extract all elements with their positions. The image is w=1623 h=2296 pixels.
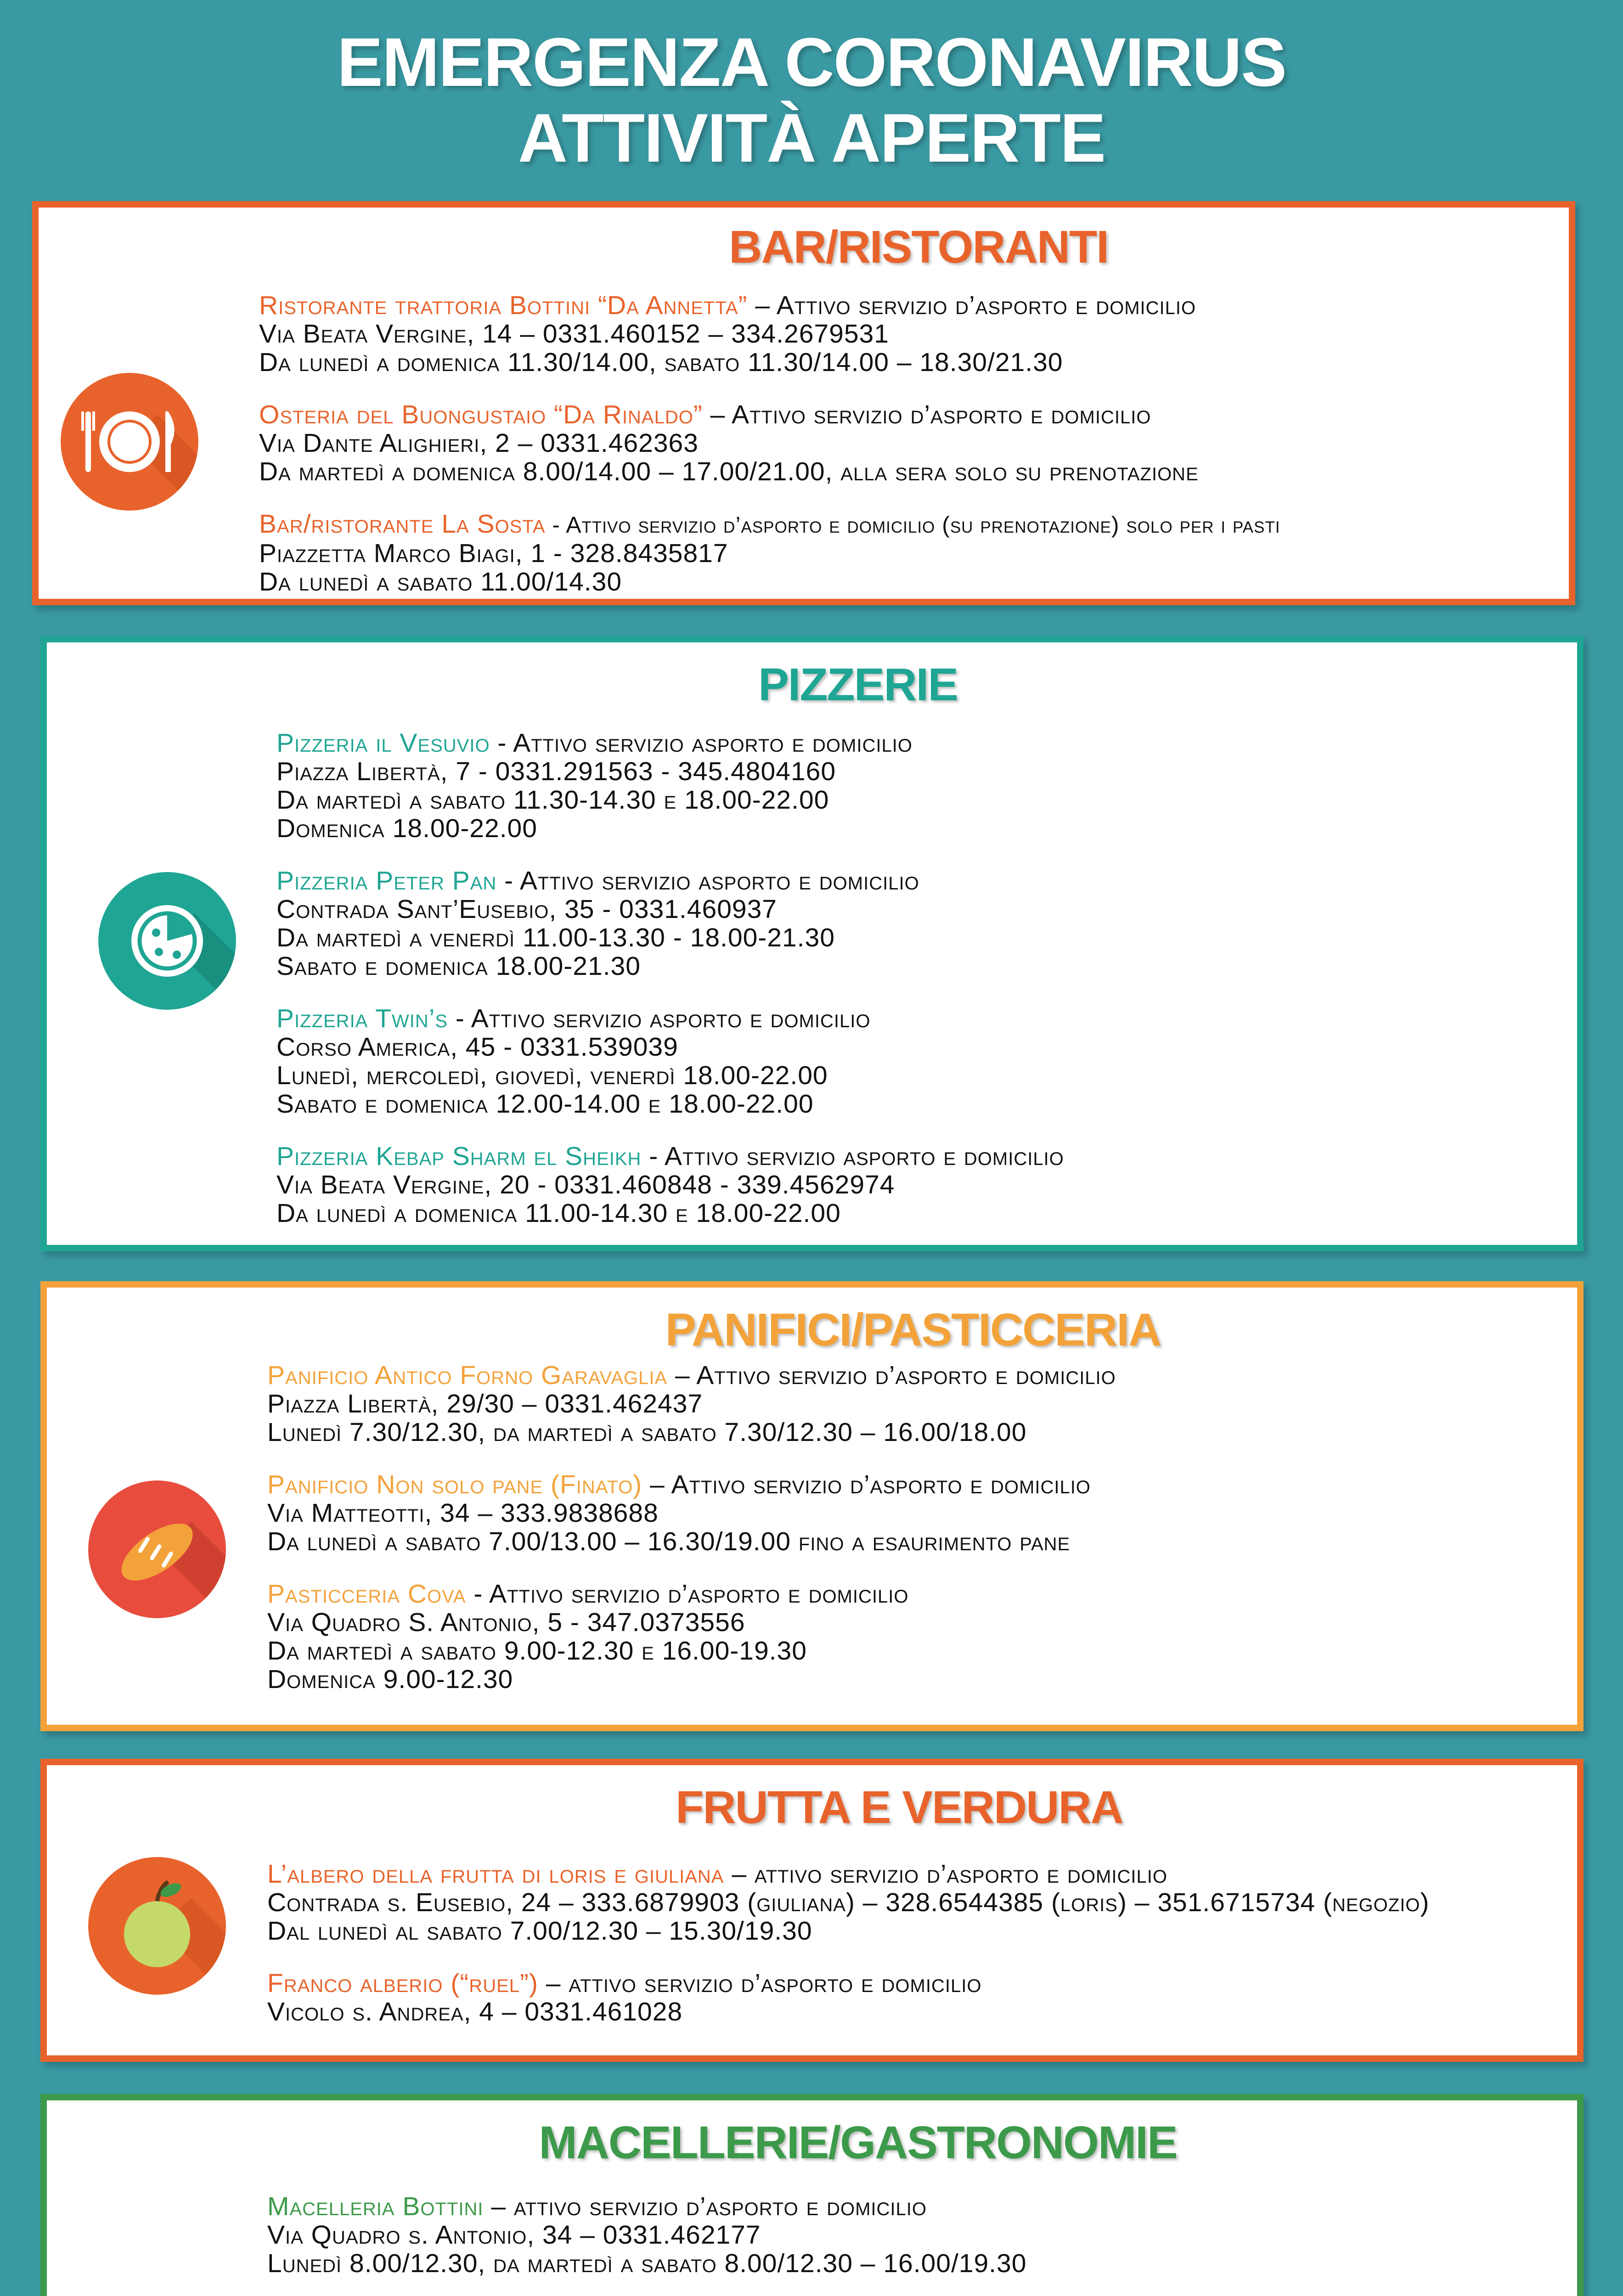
business-name: Bar/ristorante La Sosta	[259, 509, 546, 539]
business-address: Corso America, 45 - 0331.539039	[276, 1032, 678, 1062]
business-service: – Attivo servizio d’asporto e domicilio	[747, 291, 1196, 320]
business-name: Panificio Antico Forno Garavaglia	[267, 1361, 668, 1390]
business-name: Ristorante trattoria Bottini “Da Annetta”	[259, 291, 748, 320]
business-hours: Da lunedì a domenica 11.30/14.00, sabato 11.30/14.00 – 18.30/21.30	[259, 348, 1063, 377]
business-hours: Sabato e domenica 18.00-21.30	[276, 951, 641, 981]
section-pizzerie	[40, 636, 1584, 1251]
list-item	[267, 1470, 1116, 1556]
section-title: MACELLERIE/GASTRONOMIE	[539, 2117, 1177, 2168]
business-service: - Attivo servizio asporto e domicilio	[490, 728, 913, 758]
list-item	[259, 510, 1280, 596]
business-name: Pizzeria Peter Pan	[276, 866, 497, 895]
list-item	[267, 1580, 1116, 1694]
business-service: - Attivo servizio d’asporto e domicilio (su prenotazione) solo per i pasti	[545, 512, 1280, 538]
business-address: Via Dante Alighieri, 2 – 0331.462363	[259, 428, 699, 458]
business-service: - Attivo servizio d’asporto e domicilio	[466, 1579, 909, 1609]
apple-icon	[88, 1857, 226, 1995]
main-title-line1: EMERGENZA CORONAVIRUS	[337, 23, 1286, 101]
business-service: - Attivo servizio asporto e domicilio	[448, 1004, 871, 1033]
list-item	[276, 1004, 1064, 1118]
list-item	[267, 1361, 1116, 1446]
section-title: FRUTTA E VERDURA	[676, 1782, 1123, 1833]
section-entries	[276, 729, 1064, 1227]
business-hours: Da lunedì a domenica 11.00-14.30 e 18.00-22.00	[276, 1199, 841, 1228]
business-name: Pizzeria Kebap Sharm el Sheikh	[276, 1142, 642, 1171]
business-name: Macelleria Bottini	[267, 2192, 484, 2221]
section-title: PIZZERIE	[758, 659, 958, 710]
list-item	[259, 400, 1280, 486]
business-address: Piazza Libertà, 29/30 – 0331.462437	[267, 1389, 703, 1418]
business-service: – Attivo servizio d’asporto e domicilio	[667, 1361, 1116, 1390]
business-hours: Dal lunedì al sabato 7.00/12.30 – 15.30/19.30	[267, 1916, 812, 1946]
business-service: – attivo servizio d’asporto e domicilio	[483, 2192, 927, 2221]
business-name: Pizzeria il Vesuvio	[276, 728, 490, 758]
section-title: PANIFICI/PASTICCERIA	[665, 1304, 1161, 1356]
business-hours: Lunedì 8.00/12.30, da martedì a sabato 8.00/12.30 – 16.00/19.30	[267, 2249, 1027, 2278]
business-hours: Domenica 9.00-12.30	[267, 1665, 513, 1694]
business-address: Vicolo s. Andrea, 4 – 0331.461028	[267, 1997, 683, 2026]
list-item	[259, 291, 1280, 377]
business-service: – Attivo servizio d’asporto e domicilio	[702, 400, 1151, 429]
pizza-icon	[98, 872, 236, 1010]
section-frutta-verdura	[40, 1759, 1584, 2062]
main-title-line2: ATTIVITÀ APERTE	[518, 99, 1105, 176]
list-item	[276, 867, 1064, 980]
business-service: – attivo servizio d’asporto e domicilio	[724, 1859, 1167, 1889]
list-item	[267, 1860, 1429, 1945]
bread-icon	[88, 1480, 226, 1618]
section-bar-ristoranti	[32, 201, 1575, 605]
business-service: - Attivo servizio asporto e domicilio	[641, 1142, 1064, 1171]
business-address: Via Quadro S. Antonio, 5 - 347.0373556	[267, 1608, 745, 1637]
business-hours: Da martedì a sabato 9.00-12.30 e 16.00-19.30	[267, 1636, 807, 1666]
section-entries	[267, 1860, 1429, 2026]
business-name: Pasticceria Cova	[267, 1579, 466, 1609]
list-item	[276, 1142, 1064, 1227]
business-address: Contrada s. Eusebio, 24 – 333.6879903 (giuliana) – 328.6544385 (loris) – 351.6715734 (negozio)	[267, 1888, 1430, 1917]
business-hours: Da lunedì a sabato 7.00/13.00 – 16.30/19.00 fino a esaurimento pane	[267, 1527, 1071, 1556]
business-name: Pizzeria Twin’s	[276, 1004, 448, 1033]
business-hours: Lunedì, mercoledì, giovedì, venerdì 18.00-22.00	[276, 1061, 828, 1090]
section-panifici-pasticceria	[40, 1281, 1584, 1731]
business-name: L’albero della frutta di loris e giuliana	[267, 1859, 724, 1889]
section-macellerie-gastronomie	[40, 2094, 1584, 2296]
section-entries	[267, 1361, 1116, 1694]
business-address: Via Matteotti, 34 – 333.9838688	[267, 1498, 659, 1528]
list-item	[276, 729, 1064, 843]
business-name: Franco alberio (“ruel”)	[267, 1969, 538, 1998]
business-address: Via Beata Vergine, 14 – 0331.460152 – 334.2679531	[259, 319, 889, 349]
business-hours: Lunedì 7.30/12.30, da martedì a sabato 7.30/12.30 – 16.00/18.00	[267, 1418, 1027, 1447]
business-address: Contrada Sant’Eusebio, 35 - 0331.460937	[276, 895, 777, 924]
business-hours: Da martedì a venerdì 11.00-13.30 - 18.00-21.30	[276, 923, 835, 952]
list-item	[267, 2192, 1263, 2278]
business-address: Via Quadro s. Antonio, 34 – 0331.462177	[267, 2220, 761, 2250]
business-hours: Da martedì a sabato 11.30-14.30 e 18.00-22.00	[276, 785, 829, 815]
business-address: Piazzetta Marco Biagi, 1 - 328.8435817	[259, 539, 728, 568]
business-address: Piazza Libertà, 7 - 0331.291563 - 345.4804160	[276, 757, 836, 786]
list-item	[267, 1969, 1429, 2026]
business-hours: Sabato e domenica 12.00-14.00 e 18.00-22.00	[276, 1089, 814, 1119]
section-title: BAR/RISTORANTI	[729, 221, 1108, 273]
business-name: Osteria del Buongustaio “Da Rinaldo”	[259, 400, 703, 429]
business-address: Via Beata Vergine, 20 - 0331.460848 - 339.4562974	[276, 1170, 895, 1199]
business-hours: Domenica 18.00-22.00	[276, 814, 537, 843]
business-service: – attivo servizio d’asporto e domicilio	[538, 1969, 982, 1998]
business-hours: Da lunedì a sabato 11.00/14.30	[259, 567, 622, 597]
section-entries	[267, 2192, 1263, 2296]
business-hours: Da martedì a domenica 8.00/14.00 – 17.00/21.00, alla sera solo su prenotazione	[259, 457, 1199, 486]
business-name: Panificio Non solo pane (Finato)	[267, 1470, 642, 1499]
section-entries	[259, 291, 1280, 596]
plate-cutlery-icon	[61, 373, 198, 511]
business-service: – Attivo servizio d’asporto e domicilio	[642, 1470, 1091, 1499]
business-service: - Attivo servizio asporto e domicilio	[496, 866, 919, 895]
